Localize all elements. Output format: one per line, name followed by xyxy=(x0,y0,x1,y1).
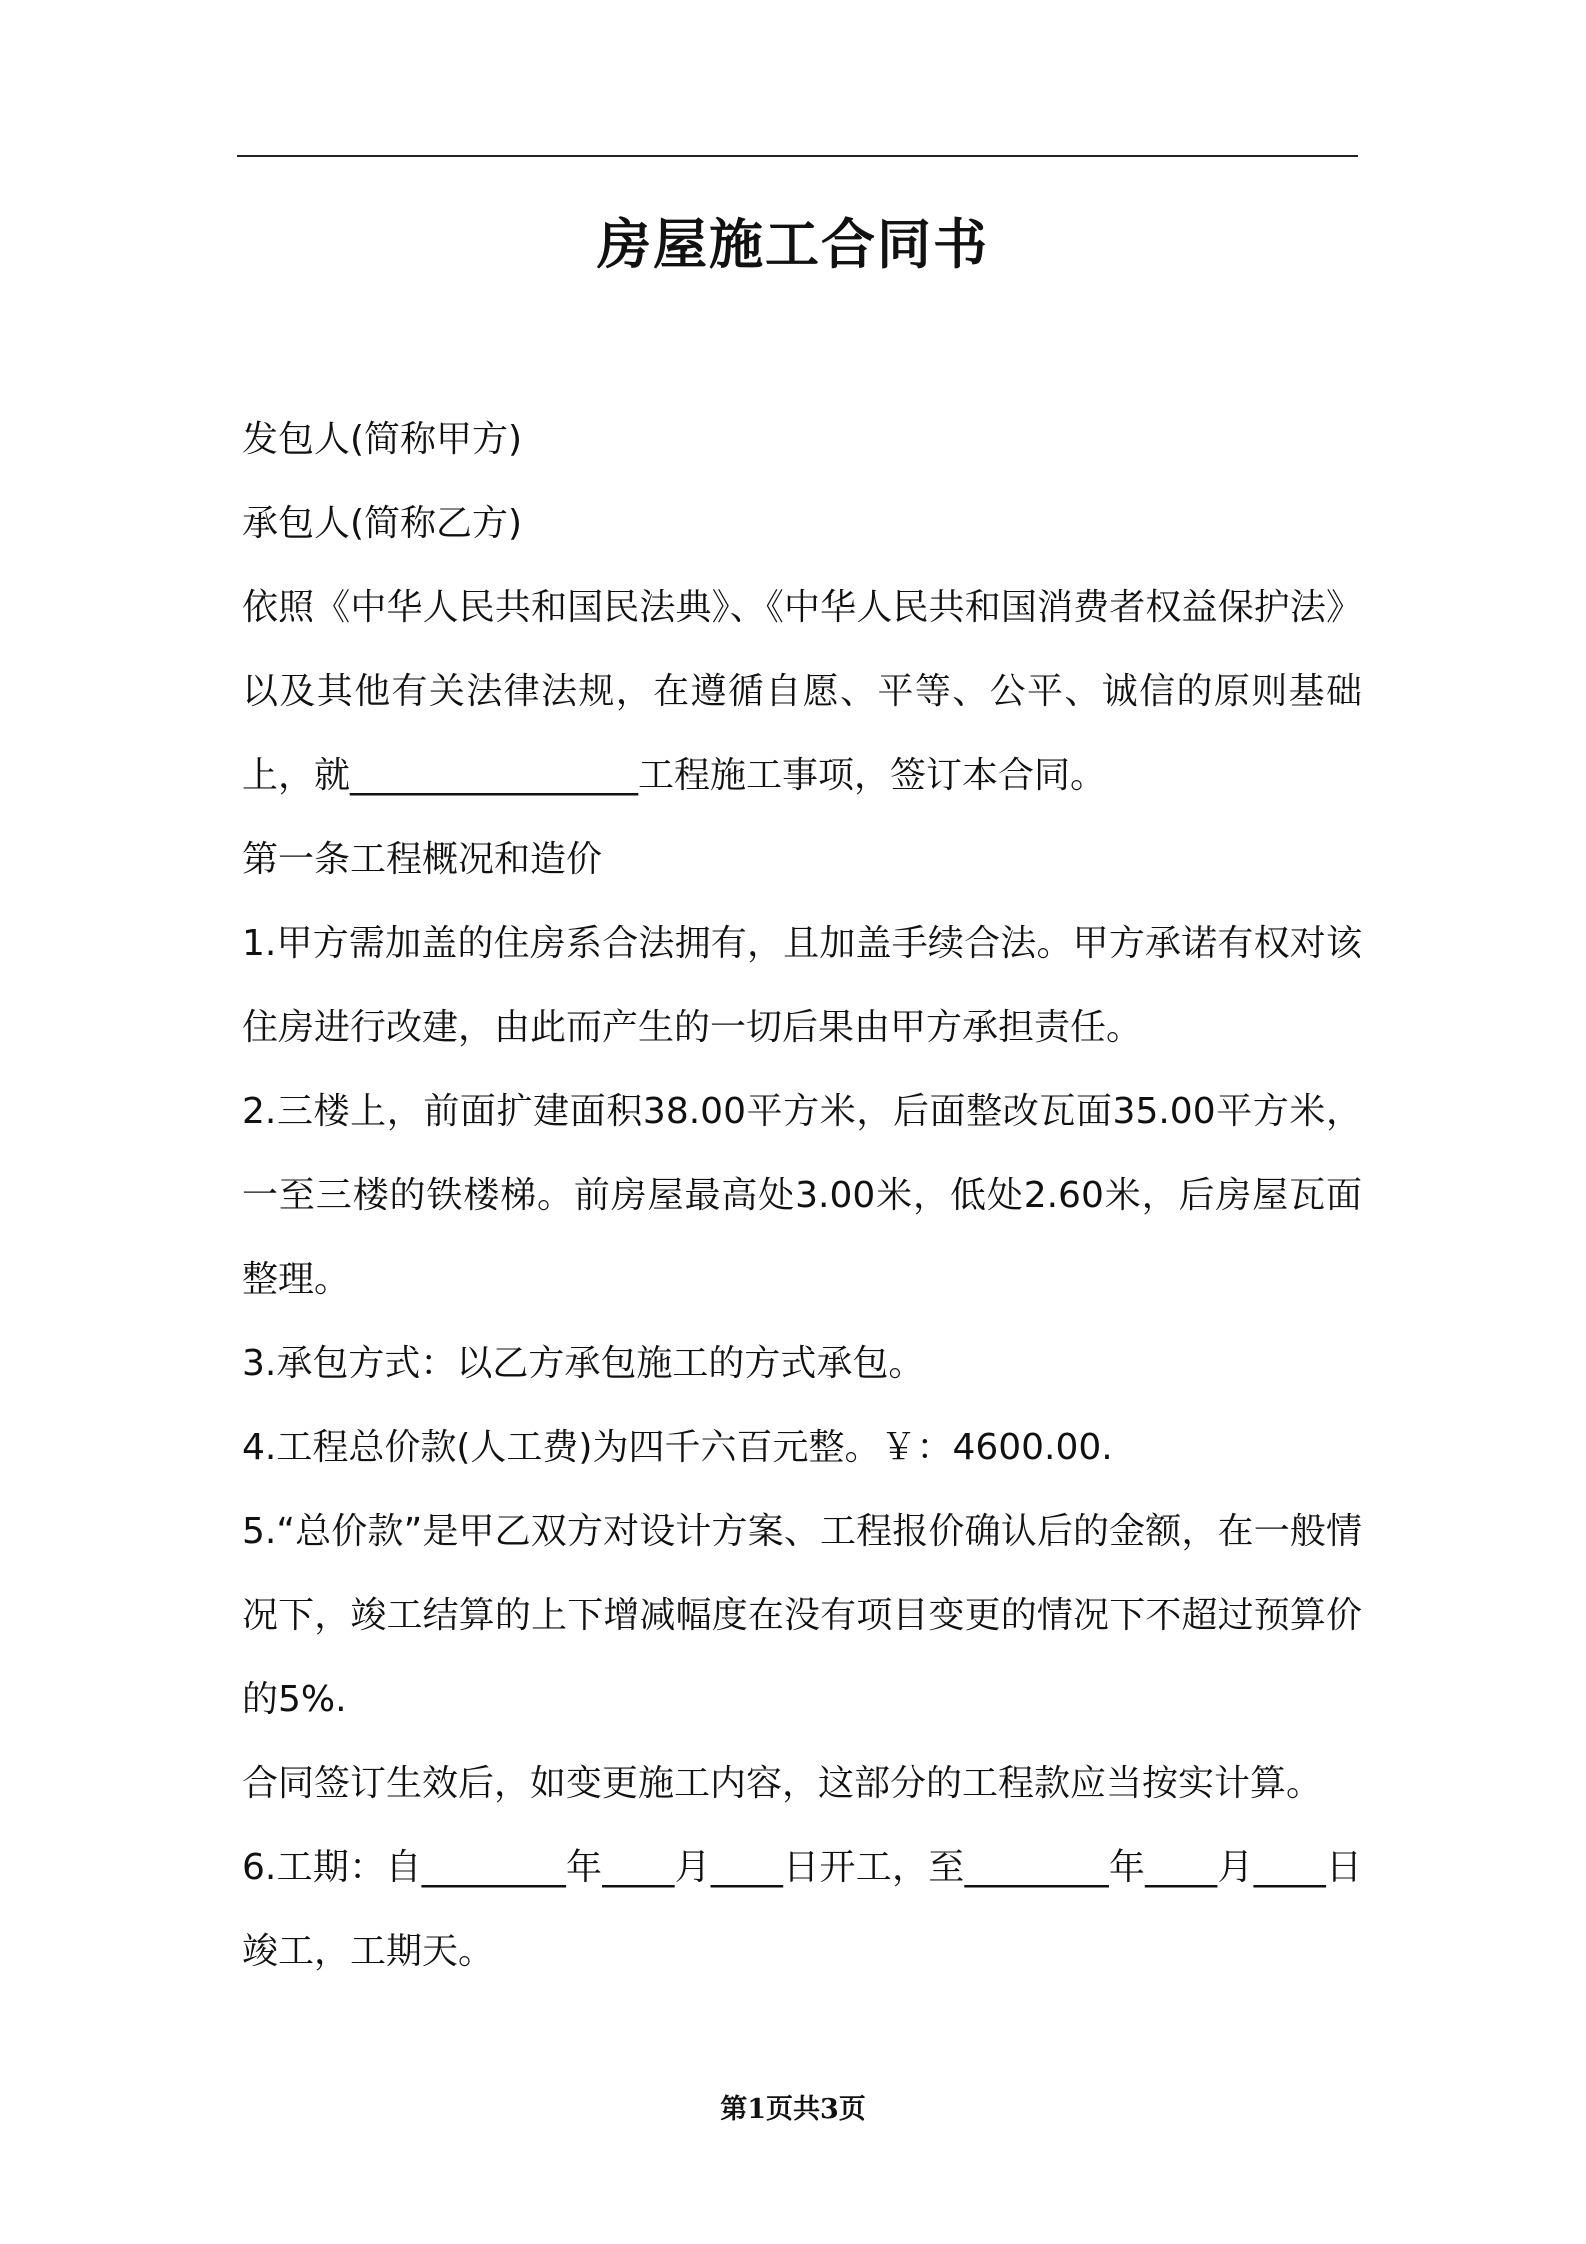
clause-5-note: 合同签订生效后，如变更施工内容，这部分的工程款应当按实计算。 xyxy=(242,1763,1323,1804)
paragraph-employer: 发包人(简称甲方) xyxy=(242,419,523,460)
document-title: 房屋施工合同书 xyxy=(597,213,989,276)
clause-1: 1.甲方需加盖的住房系合法拥有，且加盖手续合法。甲方承诺有权对该住房进行改建，由此而产生的一切后果由甲方承担责任。 xyxy=(242,923,1362,1048)
document-body xyxy=(242,398,1362,1994)
clause-2: 2.三楼上，前面扩建面积38.00平方米，后面整改瓦面35.00平方米，一至三楼的铁楼梯。前房屋最高处3.00米，低处2.60米，后房屋瓦面整理。 xyxy=(242,1091,1362,1300)
paragraph-contractor: 承包人(简称乙方) xyxy=(242,503,523,544)
clause-5: 5.“总价款”是甲乙双方对设计方案、工程报价确认后的金额，在一般情况下，竣工结算的上下增减幅度在没有项目变更的情况下不超过预算价的5%. xyxy=(242,1511,1362,1720)
clause-6: 6.工期：自________年____月____日开工，至________年____月____日竣工，工期天。 xyxy=(242,1847,1362,1972)
clause-3: 3.承包方式：以乙方承包施工的方式承包。 xyxy=(242,1343,925,1384)
header-rule xyxy=(237,155,1358,157)
article-1-heading: 第一条工程概况和造价 xyxy=(242,839,603,880)
page-indicator: 第1页共3页 xyxy=(720,2094,866,2125)
clause-4: 4.工程总价款(人工费)为四千六百元整。￥：4600.00. xyxy=(242,1427,1113,1468)
paragraph-legal-basis: 依照《中华人民共和国民法典》、《中华人民共和国消费者权益保护法》以及其他有关法律法规，在遵循自愿、平等、公平、诚信的原则基础上，就________________工程施工事项，签订本合同。 xyxy=(242,587,1362,796)
